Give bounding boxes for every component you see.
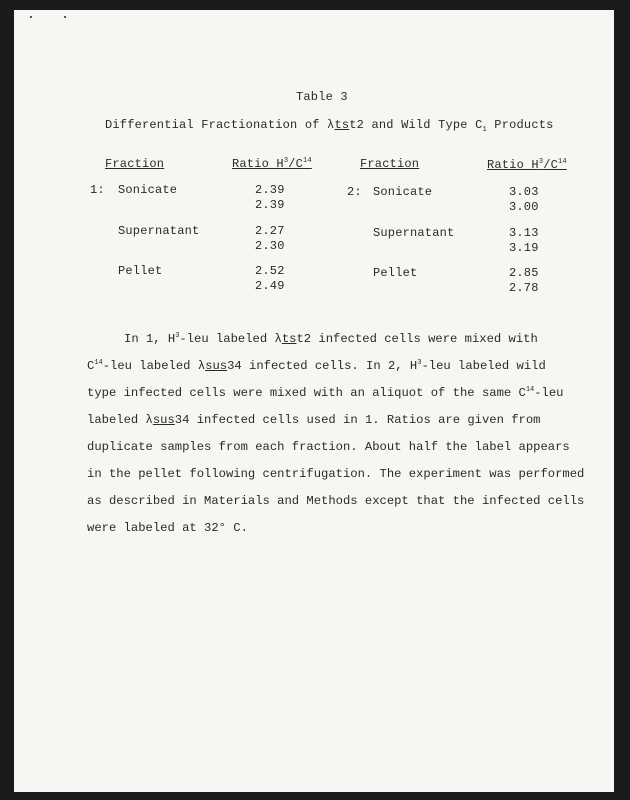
ratio-value: 2.30 [255,239,285,253]
ratio-value: 2.78 [509,281,539,295]
col-header-ratio-right: Ratio $H^3/C^{14}$ [487,158,567,172]
col-header-fraction-left: Fraction [105,157,165,171]
paragraph-line: In 1, $H^3$-leu labeled λtst2 infected cells were mixed with [124,332,538,346]
fraction-name: Supernatant [118,224,200,238]
table-label: Table 3 [296,90,348,104]
ratio-value: 3.03 [509,185,539,199]
experiment-label-1: 1: [90,183,105,197]
fraction-name: Sonicate [118,183,178,197]
speck [30,16,32,18]
paragraph-line: $C^{14}$-leu labeled λsus34 infected cells. In 2, $H^3$-leu labeled wild [87,359,546,373]
speck [64,16,66,18]
fraction-name: Supernatant [373,226,455,240]
ratio-value: 2.27 [255,224,285,238]
paragraph-line: as described in Materials and Methods except that the infected cells [87,494,585,508]
ratio-value: 2.39 [255,183,285,197]
fraction-name: Pellet [118,264,163,278]
table-title: Differential Fractionation of λtst2 and Wild Type $C_1$ Products [105,118,554,134]
ratio-value: 2.52 [255,264,285,278]
ratio-value: 3.19 [509,241,539,255]
paragraph-line: were labeled at 32° C. [87,521,248,535]
paragraph-line: labeled λsus34 infected cells used in 1. Ratios are given from [87,413,541,427]
col-header-fraction-right: Fraction [360,157,420,171]
experiment-label-2: 2: [347,185,362,199]
col-header-ratio-left: Ratio $H^3/C^{14}$ [232,157,312,171]
ratio-value: 3.00 [509,200,539,214]
fraction-name: Pellet [373,266,418,280]
ratio-value: 2.49 [255,279,285,293]
ratio-value: 3.13 [509,226,539,240]
ratio-value: 2.85 [509,266,539,280]
paragraph-line: in the pellet following centrifugation. The experiment was performed [87,467,585,481]
paragraph-line: duplicate samples from each fraction. About half the label appears [87,440,570,454]
ratio-value: 2.39 [255,198,285,212]
fraction-name: Sonicate [373,185,433,199]
paragraph-line: type infected cells were mixed with an aliquot of the same $C^{14}$-leu [87,386,564,400]
